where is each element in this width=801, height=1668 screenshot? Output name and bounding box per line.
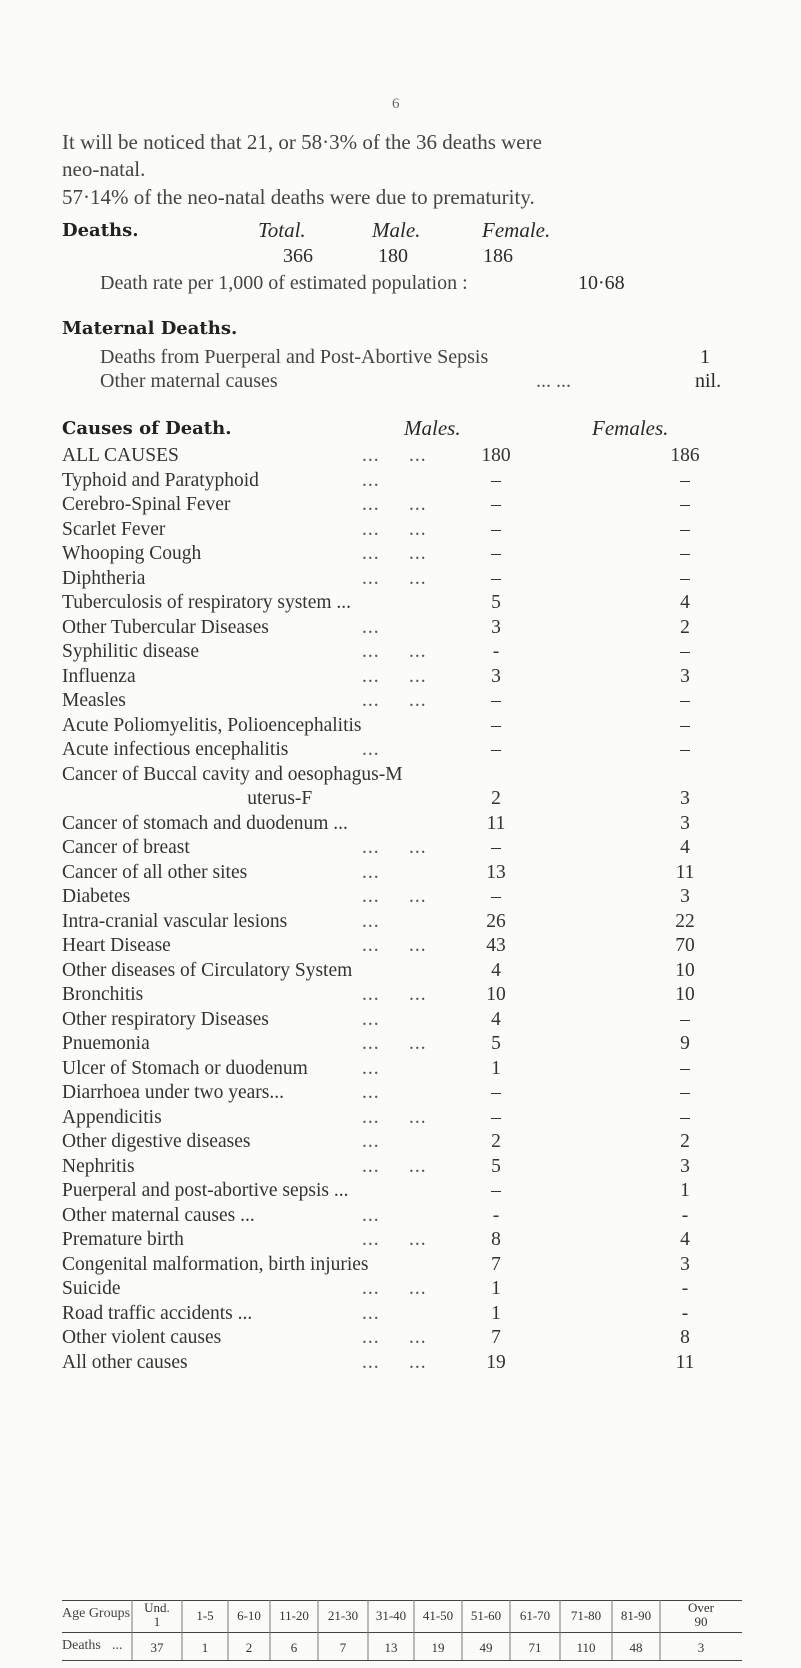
age-deaths-dots: ... [112,1638,123,1653]
age-group-header: 61-70 [519,1608,551,1623]
females-value: 3 [680,665,690,687]
age-group-deaths: 2 [245,1640,253,1655]
males-value: 5 [491,1155,501,1177]
males-value: 4 [491,959,501,981]
females-value: 3 [680,812,690,834]
males-value: 7 [491,1253,501,1275]
cause-dots: ... [362,1082,380,1103]
cause-row [62,519,762,543]
cause-row [62,862,762,886]
males-value: 43 [486,935,506,956]
males-value: 3 [491,665,501,687]
males-value: – [491,567,501,589]
age-group-deaths: 48 [629,1640,643,1655]
cause-name: Ulcer of Stomach or duodenum [62,1057,308,1079]
males-value: 7 [491,1327,501,1348]
cause-name: Heart Disease [62,935,171,956]
total-deaths: 366 [283,245,313,267]
males-value: 2 [491,788,501,809]
males-value: – [491,1180,501,1201]
age-group-header: 11-20 [279,1608,309,1623]
cause-name: Suicide [62,1278,121,1299]
cause-dots: ... ... [362,690,427,711]
causes-heading: Causes of Death. [62,418,232,439]
females-value: 9 [680,1033,690,1054]
cause-name: Bronchitis [62,984,144,1005]
age-group-header: 21-30 [327,1608,359,1623]
females-value: 11 [675,1351,695,1373]
cause-name: Syphilitic disease [62,641,200,662]
males-value: 4 [491,1008,501,1030]
age-group-header: 71-80 [570,1608,602,1623]
cause-name: Influenza [62,665,136,687]
males-value: 1 [491,1057,501,1079]
cause-row [62,1327,762,1351]
cause-dots: ... [362,1302,380,1324]
males-value: – [491,518,501,540]
cause-row [62,445,762,469]
age-group-header: 31-40 [375,1608,407,1623]
males-value: 19 [486,1351,506,1373]
cause-name: Appendicitis [62,1106,162,1128]
cause-row [62,1058,762,1082]
age-group-deaths: 110 [576,1640,596,1655]
females-value: – [680,1106,690,1128]
cause-row [62,1278,762,1302]
age-group-deaths: 71 [528,1640,542,1655]
female-label: Female. [482,218,551,242]
males-value: – [491,469,501,491]
cause-name: Diarrhoea under two years... [62,1082,284,1103]
age-group-deaths: 37 [150,1640,164,1655]
male-label: Male. [372,218,421,242]
cause-dots: ... ... [362,567,427,589]
females-column-label: Females. [592,416,669,440]
age-group-header: 81-90 [620,1608,652,1623]
cause-name: Other violent causes [62,1327,222,1348]
cause-name: Cerebro-Spinal Fever [62,494,231,515]
cause-name: Puerperal and post-abortive sepsis ... [62,1180,349,1201]
cause-row [62,1107,762,1131]
females-value: – [680,1057,690,1079]
cause-dots: ... ... [362,886,427,907]
cause-row [62,1009,762,1033]
females-value: - [681,1302,689,1324]
females-value: 3 [680,1253,690,1275]
males-value: 8 [491,1229,501,1250]
death-rate-value: 10·68 [578,272,625,294]
cause-name: Other diseases of Circulatory System [62,959,353,981]
cause-name: uterus-F [62,788,313,809]
cause-dots: ... ... [362,1327,427,1348]
cause-row [62,837,762,861]
age-group-header: 6-10 [237,1608,261,1623]
cause-name: All other causes [62,1351,188,1373]
cause-row [62,1229,762,1253]
females-value: – [680,714,690,736]
cause-dots: ... ... [362,1351,427,1373]
males-value: – [491,739,501,760]
cause-dots: ... [362,469,380,491]
females-value: – [680,739,690,760]
age-group-deaths: 3 [697,1640,705,1655]
females-value: 3 [680,1155,690,1177]
cause-dots: ... ... [362,641,427,662]
females-value: 3 [680,788,690,809]
cause-name: ALL CAUSES [62,445,179,466]
cause-dots: ... ... [362,1278,427,1299]
cause-row [62,690,762,714]
cause-row [62,1156,762,1180]
males-value: 2 [491,1131,501,1152]
cause-dots: ... [362,861,380,883]
cause-dots: ... ... [362,935,427,956]
cause-row [62,1131,762,1155]
females-value: 4 [680,837,690,858]
maternal-heading: Maternal Deaths. [62,318,238,339]
cause-row [62,1180,762,1204]
cause-row [62,1205,762,1229]
cause-dots: ... ... [362,984,427,1005]
cause-dots: ... ... [362,445,427,466]
females-value: – [680,690,690,711]
males-column-label: Males. [404,416,461,440]
females-value: 2 [680,616,690,638]
maternal-row-1-label: Deaths from Puerperal and Post-Abortive Sepsis [100,346,489,368]
age-group-header: 1-5 [196,1608,214,1623]
males-value: 13 [486,861,506,883]
cause-row [62,911,762,935]
age-group-header: Over 90 [688,1600,714,1629]
cause-name: Other digestive diseases [62,1131,251,1152]
age-groups-label: Age Groups [62,1606,131,1621]
cause-name: Nephritis [62,1155,135,1177]
cause-dots: ... ... [362,1033,427,1054]
females-value: 22 [675,910,695,932]
cause-dots: ... ... [362,837,427,858]
cause-name: Diabetes [62,886,131,907]
cause-dots: ... [362,1057,380,1079]
males-value: 180 [481,445,511,466]
cause-name: Cancer of all other sites [62,861,248,883]
intro-line-3: 57·14% of the neo-natal deaths were due to prematurity. [62,185,535,209]
males-value: – [491,714,501,736]
death-rate-text: Death rate per 1,000 of estimated population : [100,272,468,294]
females-value: – [680,1008,690,1030]
cause-row [62,470,762,494]
females-value: – [680,641,690,662]
cause-name: Other maternal causes ... [62,1204,255,1226]
maternal-row-1-value: 1 [700,346,710,368]
females-value: 1 [680,1180,690,1201]
age-group-deaths: 19 [431,1640,445,1655]
maternal-row-2-label: Other maternal causes [100,370,278,392]
cause-row [62,1082,762,1106]
maternal-row-2-value: nil. [695,370,722,392]
females-value: 10 [675,959,695,981]
cause-row [62,813,762,837]
females-value: 11 [675,861,695,883]
cause-dots: ... ... [362,1229,427,1250]
cause-name: Road traffic accidents ... [62,1302,253,1324]
cause-name: Cancer of Buccal cavity and oesophagus-M [62,763,403,785]
cause-row [62,960,762,984]
cause-dots: ... ... [362,494,427,515]
cause-name: Tuberculosis of respiratory system ... [62,592,352,613]
cause-row [62,617,762,641]
cause-name: Acute infectious encephalitis [62,739,289,760]
maternal-row-2-dots: ... ... [536,370,571,392]
female-deaths: 186 [483,245,513,267]
cause-row [62,666,762,690]
males-value: 3 [491,616,501,638]
age-group-deaths: 6 [290,1640,298,1655]
cause-dots: ... ... [362,518,427,540]
cause-dots: ... [362,616,380,638]
cause-row [62,788,762,812]
males-value: 5 [491,592,501,613]
females-value: 4 [680,592,690,613]
cause-name: Pnuemonia [62,1033,150,1054]
males-value: 10 [486,984,506,1005]
age-deaths-label: Deaths [62,1638,101,1653]
males-value: – [491,494,501,515]
males-value: – [491,543,501,564]
age-group-deaths: 1 [201,1640,209,1655]
male-deaths: 180 [378,245,408,267]
cause-dots: ... ... [362,665,427,687]
males-value: - [492,641,500,662]
cause-name: Congenital malformation, birth injuries [62,1253,369,1275]
cause-dots: ... [362,910,380,932]
males-value: – [491,837,501,858]
cause-dots: ... ... [362,1155,427,1177]
cause-row [62,1352,762,1376]
cause-row [62,739,762,763]
cause-row [62,984,762,1008]
cause-row [62,1254,762,1278]
age-group-deaths: 13 [384,1640,398,1655]
total-label: Total. [258,218,306,242]
cause-name: Intra-cranial vascular lesions [62,910,288,932]
males-value: 1 [491,1278,501,1299]
intro-line-1: It will be noticed that 21, or 58·3% of the 36 deaths were [62,130,542,154]
females-value: - [681,1278,689,1299]
cause-name: Premature birth [62,1229,184,1250]
cause-row [62,568,762,592]
cause-row [62,715,762,739]
females-value: – [680,494,690,515]
females-value: – [680,518,690,540]
females-value: – [680,543,690,564]
cause-name: Measles [62,690,126,711]
females-value: – [680,1082,690,1103]
age-group-header: 51-60 [470,1608,502,1623]
age-group-deaths: 7 [339,1640,347,1655]
females-value: - [681,1204,689,1226]
females-value: 70 [675,935,695,956]
females-value: 2 [680,1131,690,1152]
cause-dots: ... [362,1008,380,1030]
cause-dots: ... [362,1131,380,1152]
cause-dots: ... ... [362,543,427,564]
females-value: 10 [675,984,695,1005]
females-value: – [680,567,690,589]
cause-name: Cancer of stomach and duodenum ... [62,812,348,834]
males-value: 26 [486,910,506,932]
cause-dots: ... [362,1204,380,1226]
cause-name: Whooping Cough [62,543,202,564]
females-value: 4 [680,1229,690,1250]
cause-name: Other Tubercular Diseases [62,616,269,638]
cause-row [62,1303,762,1327]
cause-row [62,494,762,518]
males-value: – [491,690,501,711]
males-value: - [492,1204,500,1226]
males-value: 11 [486,812,506,834]
cause-row [62,543,762,567]
page-number: 6 [392,96,400,112]
females-value: – [680,469,690,491]
males-value: 5 [491,1033,501,1054]
males-value: 1 [491,1302,501,1324]
cause-dots: ... [362,739,380,760]
cause-name: Other respiratory Diseases [62,1008,269,1030]
cause-row [62,935,762,959]
cause-row [62,1033,762,1057]
age-group-deaths: 49 [479,1640,493,1655]
cause-name: Scarlet Fever [62,518,166,540]
males-value: – [491,1082,501,1103]
cause-name: Acute Poliomyelitis, Polioencephalitis [62,714,362,736]
age-group-header: 41-50 [422,1608,454,1623]
males-value: – [491,1106,501,1128]
females-value: 186 [670,445,700,466]
deaths-heading: Deaths. [62,220,139,241]
males-value: – [491,886,501,907]
cause-row [62,641,762,665]
age-group-header: Und. 1 [144,1600,170,1629]
cause-name: Cancer of breast [62,837,190,858]
cause-name: Typhoid and Paratyphoid [62,469,259,491]
females-value: 3 [680,886,690,907]
females-value: 8 [680,1327,690,1348]
intro-line-2: neo-natal. [62,157,146,181]
cause-row [62,592,762,616]
cause-row [62,764,762,788]
cause-row [62,886,762,910]
cause-dots: ... ... [362,1106,427,1128]
cause-name: Diphtheria [62,567,146,589]
